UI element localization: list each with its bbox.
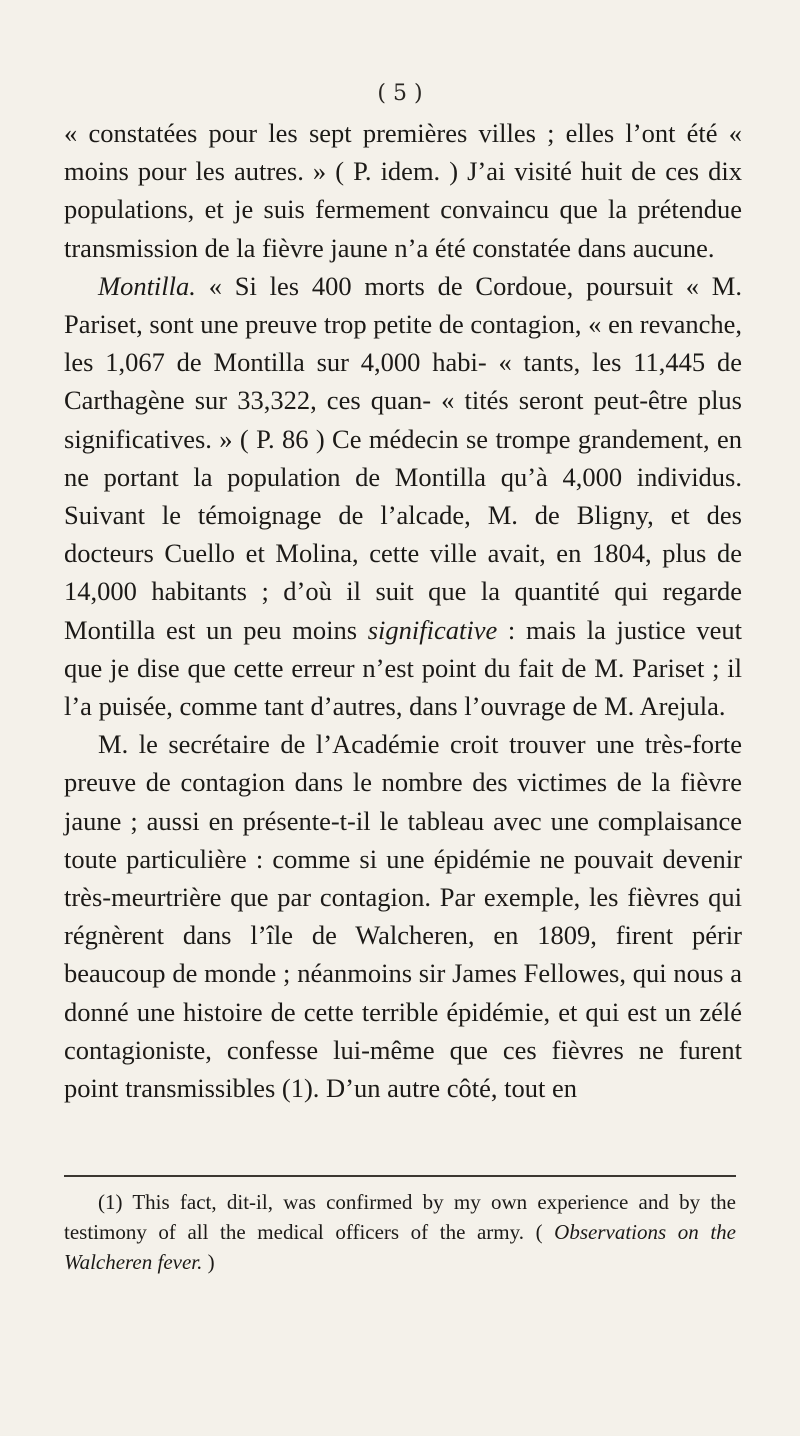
text-run: « constatées pour les sept premières villes ; elles l’ont été « moins pour les autres. » ( P. idem. ) J’ai visité huit de ces dix populations, et je suis fermement convaincu que la prétendue transmission de la fièvre jaune n’a été constatée dans aucune. — [64, 118, 742, 263]
text-run: « Si les 400 morts de Cordoue, poursuit « M. Pariset, sont une preuve trop petite de contagion, « en revanche, les 1,067 de Montilla sur 4,000 habi- « tants, les 11,445 de Carthagène sur 33,322, ces quan- « tités seront peut-être plus significatives. » ( P. 86 ) Ce médecin se trompe grandement, en ne portant la population de Montilla qu’à 4,000 individus. Suivant le témoignage de l’alcade, M. de Bligny, et des docteurs Cuello et Molina, cette ville avait, en 1804, plus de 14,000 habitants ; d’où il suit que la quantité qui regarde Montilla est un peu moins — [64, 270, 742, 645]
footnote — [64, 1187, 736, 1277]
footnote-paragraph — [64, 1187, 736, 1277]
footnote-divider — [64, 1175, 736, 1177]
paragraph — [64, 267, 742, 725]
body-text — [64, 114, 742, 1107]
italic-text: Observations on the Walcheren fever. — [64, 1220, 736, 1274]
page-number: ( 5 ) — [377, 81, 423, 106]
text-run: : mais la justice veut que je dise que cette erreur n’est point du fait de M. Pariset ; il l’a puisée, comme tant d’autres, dans l’ouvrage de M. Arejula. — [64, 614, 742, 722]
paragraph — [64, 114, 742, 267]
italic-text: significative — [367, 614, 498, 645]
text-run: ) — [202, 1250, 215, 1274]
paragraph — [64, 725, 742, 1107]
text-run: (1) This fact, dit-il, was confirmed by my own experience and by the testimony of all the medical officers of the army. ( — [64, 1190, 736, 1244]
italic-text: Montilla. — [98, 270, 196, 301]
text-run: M. le secrétaire de l’Académie croit trouver une très-forte preuve de contagion dans le nombre des victimes de la fièvre jaune ; aussi en présente-t-il le tableau avec une complaisance toute particulière : comme si une épidémie ne pouvait devenir très-meurtrière que par contagion. Par exemple, les fièvres qui régnèrent dans l’île de Walcheren, en 1809, firent périr beaucoup de monde ; néanmoins sir James Fellowes, qui nous a donné une histoire de cette terrible épidémie, et qui est un zélé contagioniste, confesse lui-même que ces fièvres ne furent point transmissibles (1). D’un autre côté, tout en — [64, 729, 742, 1104]
